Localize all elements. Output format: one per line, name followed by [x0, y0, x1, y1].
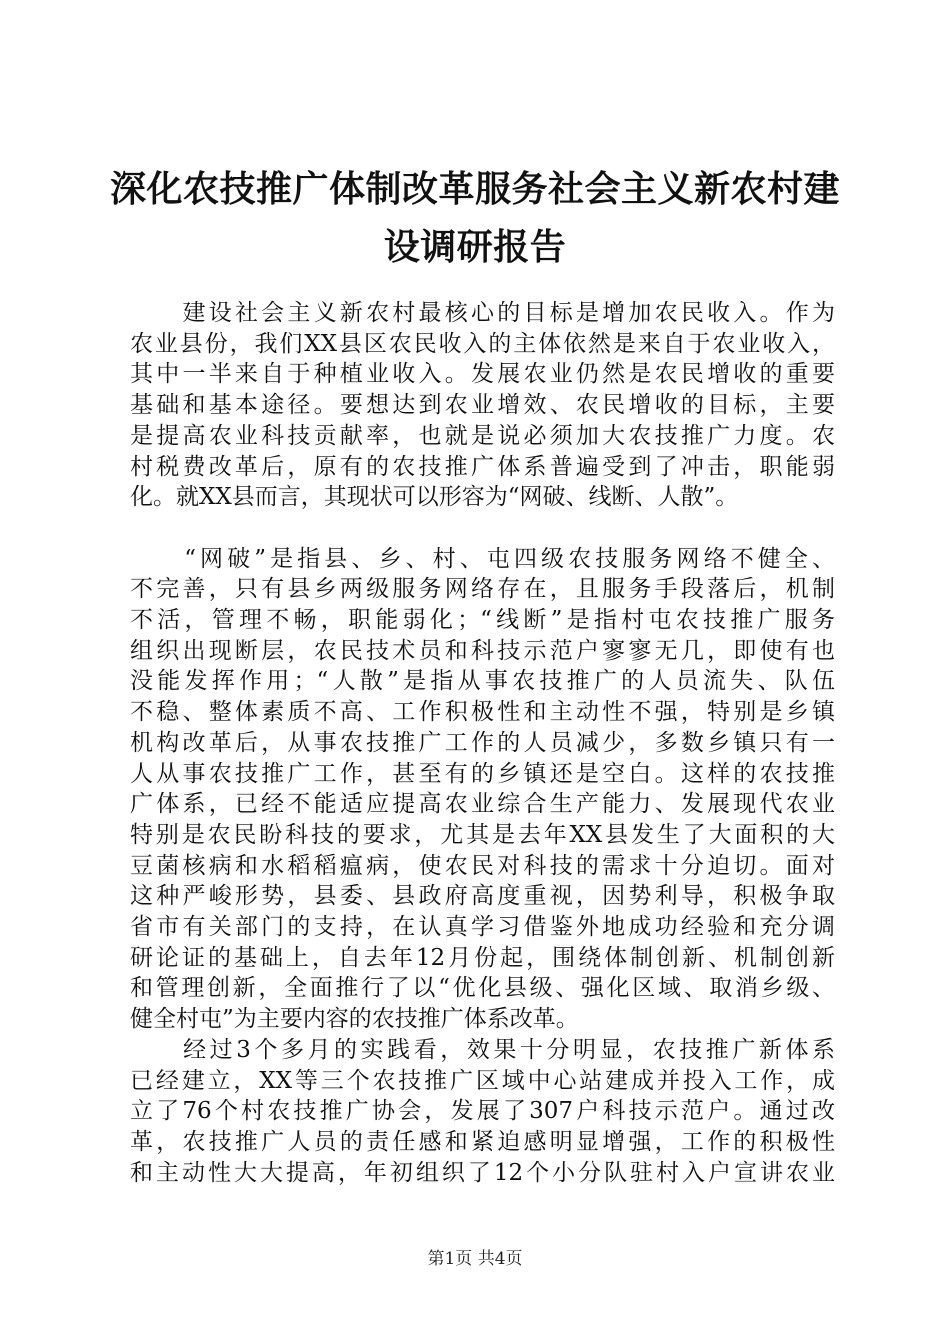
text-line: 不活，管理不畅，职能弱化；“线断”是指村屯农技推广服务: [130, 607, 835, 634]
text-line: “网破”是指县、乡、村、屯四级农技服务网络不健全、: [130, 545, 835, 572]
text-line: 已经建立，XX等三个农技推广区域中心站建成并投入工作，成: [130, 1067, 835, 1094]
text-line: 这种严峻形势，县委、县政府高度重视，因势利导，积极争取: [130, 883, 835, 910]
text-line: 人从事农技推广工作，甚至有的乡镇还是空白。这样的农技推: [130, 760, 835, 787]
text-line: 广体系，已经不能适应提高农业综合生产能力、发展现代农业: [130, 791, 835, 818]
text-line: 立了76个村农技推广协会，发展了307户科技示范户。通过改: [130, 1098, 835, 1125]
text-line: 不完善，只有县乡两级服务网络存在，且服务手段落后，机制: [130, 576, 835, 603]
text-line: 建设社会主义新农村最核心的目标是增加农民收入。作为: [130, 300, 835, 326]
text-line: 村税费改革后，原有的农技推广体系普遍受到了冲击，职能弱: [130, 453, 835, 480]
text-line: 基础和基本途径。要想达到农业增效、农民增收的目标，主要: [130, 392, 835, 419]
title-line: 设调研报告: [383, 226, 567, 268]
paragraph-gap: [130, 513, 835, 544]
text-line: 不稳、整体素质不高、工作积极性和主动性不强，特别是乡镇: [130, 699, 835, 726]
title-line: 深化农技推广体制改革服务社会主义新农村建: [110, 168, 841, 210]
text-line: 化。就XX县而言，其现状可以形容为“网破、线断、人散”。: [130, 484, 739, 511]
text-line: 健全村屯”为主要内容的农技推广体系改革。: [130, 1006, 579, 1033]
text-line: 和主动性大大提高，年初组织了12个小分队驻村入户宣讲农业: [130, 1159, 835, 1186]
text-line: 组织出现断层，农民技术员和科技示范户寥寥无几，即使有也: [130, 637, 835, 664]
text-line: 其中一半来自于种植业收入。发展农业仍然是农民增收的重要: [130, 361, 835, 388]
text-line: 经过3个多月的实践看，效果十分明显，农技推广新体系: [130, 1036, 835, 1063]
paragraph-1: [130, 298, 835, 513]
paragraph-2: [130, 544, 835, 1035]
document-body: [130, 298, 835, 1188]
text-line: 和管理创新，全面推行了以“优化县级、强化区域、取消乡级、: [130, 975, 835, 1002]
text-line: 特别是农民盼科技的要求，尤其是去年XX县发生了大面积的大: [130, 821, 835, 848]
text-line: 省市有关部门的支持，在认真学习借鉴外地成功经验和充分调: [130, 914, 835, 941]
paragraph-3: [130, 1035, 835, 1189]
text-line: 农业县份，我们XX县区农民收入的主体依然是来自于农业收入，: [130, 330, 835, 357]
text-line: 是提高农业科技贡献率，也就是说必须加大农技推广力度。农: [130, 422, 835, 449]
text-line: 研论证的基础上，自去年12月份起，围绕体制创新、机制创新: [130, 944, 835, 971]
text-line: 革，农技推广人员的责任感和紧迫感明显增强，工作的积极性: [130, 1128, 835, 1155]
text-line: 机构改革后，从事农技推广工作的人员减少，多数乡镇只有一: [130, 729, 835, 756]
text-line: 豆菌核病和水稻稻瘟病，使农民对科技的需求十分迫切。面对: [130, 852, 835, 879]
text-line: 没能发挥作用；“人散”是指从事农技推广的人员流失、队伍: [130, 668, 835, 695]
document-title: [110, 160, 840, 276]
page-footer: 第1页 共4页: [427, 1249, 523, 1269]
